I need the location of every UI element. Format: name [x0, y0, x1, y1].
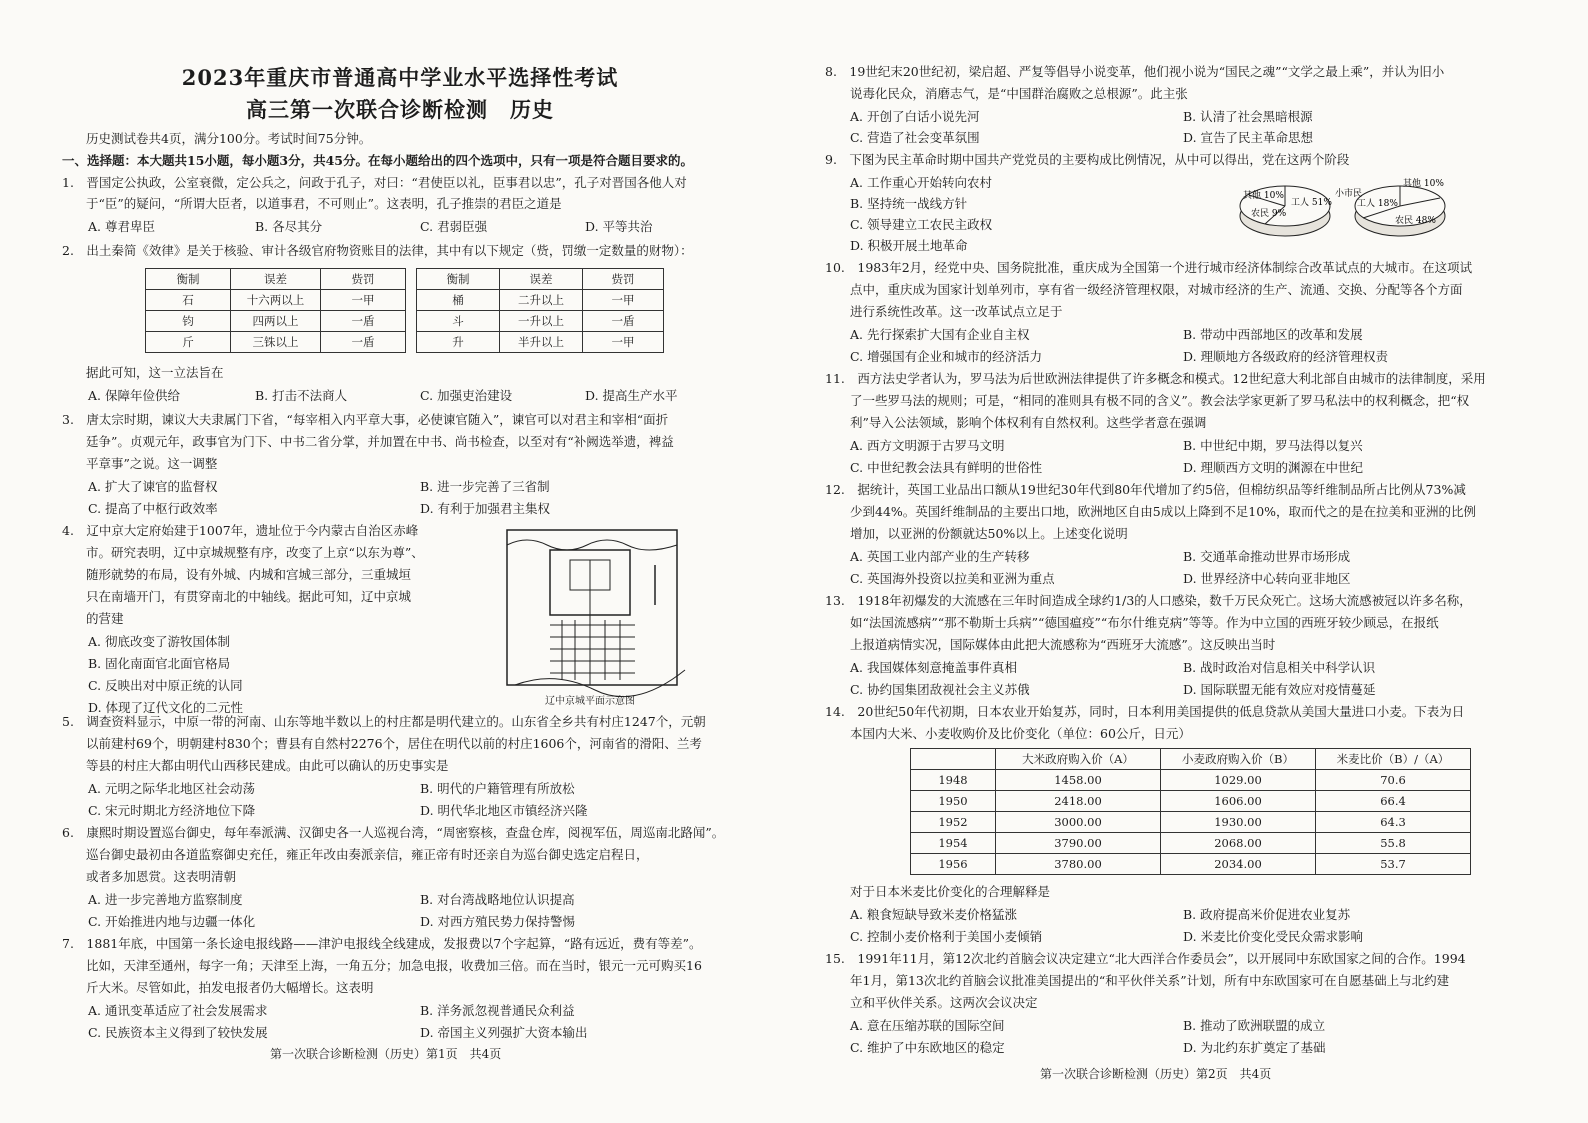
- option-b[interactable]: B. 明代的户籍管理有所放松: [420, 781, 575, 796]
- question-line: 11. 西方法史学者认为，罗马法为后世欧洲法律提供了许多概念和模式。12世纪意大利北部自由城市的法律制度，采用: [825, 371, 1486, 386]
- pie2-label: 其他 10%: [1403, 179, 1444, 189]
- table-header: 衡制: [146, 269, 231, 290]
- table-cell: 1956: [911, 854, 996, 875]
- exam-intro: 历史测试卷共4页，满分100分。考试时间75分钟。: [86, 131, 372, 146]
- table-cell: 1954: [911, 833, 996, 854]
- option-c[interactable]: C. 君弱臣强: [420, 219, 488, 234]
- option-d[interactable]: D. 为北约东扩奠定了基础: [1183, 1040, 1326, 1055]
- question-line: 9. 下图为民主革命时期中国共产党党员的主要构成比例情况，从中可以得出，党在这两个阶段: [825, 152, 1350, 167]
- option-c[interactable]: C. 控制小麦价格利于美国小麦倾销: [850, 929, 1043, 944]
- table-row: [911, 791, 1471, 812]
- option-c[interactable]: C. 增强国有企业和城市的经济活力: [850, 349, 1043, 364]
- table-cell: 二升以上: [500, 290, 583, 311]
- question-line: 5. 调查资料显示，中原一带的河南、山东等地半数以上的村庄都是明代建立的。山东省全乡共有村庄1247个，元朝: [62, 714, 706, 729]
- question-line: 3. 唐太宗时期，谏议大夫隶属门下省，“每宰相入内平章大事，必使谏官随入”，谏官可以对君主和宰相“面折: [62, 412, 669, 427]
- option-d[interactable]: D. 积极开展土地革命: [850, 238, 968, 253]
- table-cell: 一盾: [321, 311, 406, 332]
- option-a[interactable]: A. 先行探索扩大国有企业自主权: [850, 327, 1030, 342]
- question-line: 1. 晋国定公执政，公室衰微，定公兵之，问政于孔子，对曰：“君使臣以礼，臣事君以忠”，孔子对晋国各他人对: [62, 175, 687, 190]
- option-b[interactable]: B. 对台湾战略地位认识提高: [420, 892, 575, 907]
- option-c[interactable]: C. 协约国集团敌视社会主义苏俄: [850, 682, 1030, 697]
- option-b[interactable]: B. 交通革命推动世界市场形成: [1183, 549, 1351, 564]
- option-d[interactable]: D. 米麦比价变化受民众需求影响: [1183, 929, 1364, 944]
- option-a[interactable]: A. 英国工业内部产业的生产转移: [850, 549, 1030, 564]
- option-c[interactable]: C. 营造了社会变革氛围: [850, 130, 980, 145]
- option-b[interactable]: B. 洋务派忽视普通民众利益: [420, 1003, 575, 1018]
- option-b[interactable]: B. 认清了社会黑暗根源: [1183, 109, 1313, 124]
- option-a[interactable]: A. 工作重心开始转向农村: [850, 175, 992, 190]
- table-header: 误差: [500, 269, 583, 290]
- option-d[interactable]: D. 对西方殖民势力保持警惕: [420, 914, 576, 929]
- option-c[interactable]: C. 领导建立工农民主政权: [850, 217, 993, 232]
- option-b[interactable]: B. 打击不法商人: [255, 388, 348, 403]
- question-line: 的营建: [86, 611, 124, 626]
- table-cell: 一升以上: [500, 311, 583, 332]
- question-line: 巡台御史最初由各道监察御史充任，雍正年改由奏派亲信，雍正帝有时还亲自为巡台御史选定启程日，: [86, 847, 649, 862]
- option-c[interactable]: C. 开始推进内地与边疆一体化: [88, 914, 256, 929]
- map-caption: 辽中京城平面示意图: [545, 696, 635, 707]
- question-line: 如“法国流感病”“那不勒斯士兵病”“德国瘟疫”“布尔什维克病”等等。作为中立国的西班牙较少顾忌，在报纸: [850, 615, 1439, 630]
- option-c[interactable]: C. 中世纪教会法具有鲜明的世俗性: [850, 460, 1043, 475]
- table-cell: 3000.00: [996, 812, 1161, 833]
- question-line: 比如，天津至通州，每字一角；天津至上海，一角五分；加急电报，收费加三倍。而在当时，银元一元可购买16: [86, 958, 702, 973]
- table-cell: 70.6: [1316, 770, 1471, 791]
- option-b[interactable]: B. 各尽其分: [255, 219, 323, 234]
- table-cell: 斤: [146, 332, 231, 353]
- option-b[interactable]: B. 政府提高米价促进农业复苏: [1183, 907, 1351, 922]
- question-line: 等县的村庄大都由明代山西移民建成。由此可以确认的历史事实是: [86, 758, 449, 773]
- table-row: [911, 833, 1471, 854]
- exam-subtitle: 高三第一次联合诊断检测 历史: [246, 97, 554, 122]
- table-header: 大米政府购入价（A）: [996, 749, 1161, 770]
- option-d[interactable]: D. 世界经济中心转向亚非地区: [1183, 571, 1351, 586]
- option-d[interactable]: D. 国际联盟无能有效应对疫情蔓延: [1183, 682, 1376, 697]
- option-a[interactable]: A. 西方文明源于古罗马文明: [850, 438, 1005, 453]
- table-cell: 一甲: [321, 290, 406, 311]
- option-d[interactable]: D. 理顺地方各级政府的经济管理权责: [1183, 349, 1389, 364]
- option-a[interactable]: A. 保障年俭供给: [88, 388, 180, 403]
- pie1-label: 其他 10%: [1243, 191, 1284, 201]
- question-line: 于“臣”的疑问，“所谓大臣者，以道事君，不可则止”。这表明，孔子推崇的君臣之道是: [86, 196, 562, 211]
- option-d[interactable]: D. 有利于加强君主集权: [420, 501, 551, 516]
- table-cell: 一甲: [583, 332, 664, 353]
- question-line: 或者多加恩赏。这表明清朝: [86, 869, 237, 884]
- question-line: 6. 康熙时期设置巡台御史，每年奉派满、汉御史各一人巡视台湾，“周密察核，查盘仓库，阅视军伍，周巡南北路闻”。: [62, 825, 725, 840]
- question-line: 上报道病情实况，国际媒体由此把大流感称为“西班牙大流感”。这反映出当时: [850, 637, 1276, 652]
- question-line: 以前建村69个，明朝建村830个；曹县有自然村2276个，居住在明代以前的村庄1606个，河南省的滑阳、兰考: [86, 736, 702, 751]
- table-cell: 2068.00: [1161, 833, 1316, 854]
- exam-title: 2023年重庆市普通高中学业水平选择性考试: [181, 65, 619, 90]
- page-footer-right: 第一次联合诊断检测（历史）第2页 共4页: [1040, 1067, 1272, 1081]
- question-line: 利”导入公法领域，影响个体权利有自然权利。这些学者意在强调: [850, 415, 1207, 430]
- option-b[interactable]: B. 坚持统一战线方针: [850, 196, 968, 211]
- table-cell: 66.4: [1316, 791, 1471, 812]
- option-a[interactable]: A. 通讯变革适应了社会发展需求: [88, 1003, 268, 1018]
- table-header: 小麦政府购入价（B）: [1161, 749, 1316, 770]
- table-cell: 1930.00: [1161, 812, 1316, 833]
- page-footer-left: 第一次联合诊断检测（历史）第1页 共4页: [270, 1047, 502, 1061]
- option-a[interactable]: A. 扩大了谏官的监督权: [88, 479, 218, 494]
- question-line: 随形就势的布局，设有外城、内城和宫城三部分，三重城垣: [86, 567, 412, 582]
- option-d[interactable]: D. 体现了辽代文化的二元性: [88, 700, 244, 715]
- table-header: 误差: [231, 269, 321, 290]
- question-line: 2. 出土秦简《效律》是关于核验、审计各级官府物资账目的法律，其中有以下规定（赀，罚缴一定数量的财物）：: [62, 243, 693, 258]
- option-a[interactable]: A. 尊君卑臣: [88, 219, 155, 234]
- question-stem: 据此可知，这一立法旨在: [86, 365, 224, 380]
- table-cell: 64.3: [1316, 812, 1471, 833]
- question-line: 12. 据统计，英国工业品出口额从19世纪30年代到80年代增加了约5倍，但棉纺织品等纤维制品所占比例从73%减: [825, 482, 1466, 497]
- question-line: 说毒化民众，消磨志气，是“中国群治腐败之总根源”。此主张: [850, 86, 1188, 101]
- pie2-label: 农民 48%: [1395, 216, 1436, 226]
- option-d[interactable]: D. 帝国主义列强扩大资本输出: [420, 1025, 588, 1040]
- table-cell: 石: [146, 290, 231, 311]
- table-cell: 3780.00: [996, 854, 1161, 875]
- question-line: 7. 1881年底，中国第一条长途电报线路——津沪电报线全线建成，发报费以7个字起算，“路有远近，费有等差”。: [62, 936, 702, 951]
- table-header: 米麦比价（B）/（A）: [1316, 749, 1471, 770]
- table-cell: 一甲: [583, 290, 664, 311]
- question-line: 13. 1918年初爆发的大流感在三年时间造成全球约1/3的人口感染，数千万民众死亡。这场大流感被冠以许多名称，: [825, 593, 1472, 608]
- table-cell: 1029.00: [1161, 770, 1316, 791]
- table-cell: 53.7: [1316, 854, 1471, 875]
- option-c[interactable]: C. 英国海外投资以拉美和亚洲为重点: [850, 571, 1055, 586]
- option-c[interactable]: C. 民族资本主义得到了较快发展: [88, 1025, 268, 1040]
- table-cell: 1950: [911, 791, 996, 812]
- question-line: 斤大米。尽管如此，拍发电报者仍大幅增长。这表明: [86, 980, 374, 995]
- question-line: 了一些罗马法的规则；可是，“相同的准则具有极不同的含义”。教会法学家更新了罗马私法中的权利概念，把“权: [850, 393, 1470, 408]
- question-line: 14. 20世纪50年代初期，日本农业开始复苏，同时，日本利用美国提供的低息贷款从美国大量进口小麦。下表为日: [825, 704, 1465, 719]
- question-line: 8. 19世纪末20世纪初，梁启超、严复等倡导小说变革，他们视小说为“国民之魂”“文学之最上乘”，并认为旧小: [825, 64, 1445, 79]
- option-a[interactable]: A. 开创了白话小说先河: [850, 109, 980, 124]
- pie1-label: 农民 9%: [1251, 209, 1287, 219]
- question-line: 市。研究表明，辽中京城规整有序，改变了上京“以东为尊”、: [86, 545, 424, 560]
- option-a[interactable]: A. 意在压缩苏联的国际空间: [850, 1018, 1005, 1033]
- table-row: [911, 854, 1471, 875]
- party-membership-pies: [1235, 168, 1455, 248]
- question-line: 增加，以亚洲的份额就达50%以上。上述变化说明: [850, 526, 1128, 541]
- table-cell: 三铢以上: [231, 332, 321, 353]
- question-line: 年1月，第13次北约首脑会议批准美国提出的“和平伙伴关系”计划，所有中东欧国家可在自愿基础上与北约建: [850, 973, 1450, 988]
- table-cell: 2034.00: [1161, 854, 1316, 875]
- table-row: [911, 812, 1471, 833]
- option-b[interactable]: B. 进一步完善了三省制: [420, 479, 550, 494]
- question-line: 少到44%。英国纤维制品的主要出口地，欧洲地区自由5成以上降到不足10%，取而代之的是在拉美和亚洲的比例: [850, 504, 1477, 519]
- option-c[interactable]: C. 反映出对中原正统的认同: [88, 678, 243, 693]
- table-cell: 一盾: [583, 311, 664, 332]
- option-a[interactable]: A. 彻底改变了游牧国体制: [88, 634, 230, 649]
- penalty-table: [145, 268, 664, 353]
- question-line: 平章事”之说。这一调整: [86, 456, 218, 471]
- question-stem: 对于日本米麦比价变化的合理解释是: [850, 884, 1051, 899]
- option-d[interactable]: D. 平等共治: [585, 219, 653, 234]
- table-cell: 桶: [417, 290, 500, 311]
- question-line: 10. 1983年2月，经党中央、国务院批准，重庆成为全国第一个进行城市经济体制综合改革试点的大城市。在这项试: [825, 260, 1473, 275]
- option-d[interactable]: D. 宣告了民主革命思想: [1183, 130, 1314, 145]
- table-cell: 四两以上: [231, 311, 321, 332]
- option-b[interactable]: B. 带动中西部地区的改革和发展: [1183, 327, 1363, 342]
- option-d[interactable]: D. 理顺西方文明的渊源在中世纪: [1183, 460, 1364, 475]
- table-row: [146, 332, 664, 353]
- option-a[interactable]: A. 元明之际华北地区社会动荡: [88, 781, 255, 796]
- table-row: [146, 311, 664, 332]
- question-line: 本国内大米、小麦收购价及比价变化（单位：60公斤，日元）: [850, 726, 1191, 741]
- table-row: [146, 290, 664, 311]
- liao-city-map: [495, 525, 690, 710]
- option-c[interactable]: C. 宋元时期北方经济地位下降: [88, 803, 256, 818]
- option-c[interactable]: C. 维护了中东欧地区的稳定: [850, 1040, 1005, 1055]
- rice-wheat-table: [910, 748, 1471, 875]
- table-cell: 1948: [911, 770, 996, 791]
- option-a[interactable]: A. 进一步完善地方监察制度: [88, 892, 243, 907]
- option-b[interactable]: B. 战时政治对信息相关中科学认识: [1183, 660, 1376, 675]
- table-cell: 2418.00: [996, 791, 1161, 812]
- option-b[interactable]: B. 推动了欧洲联盟的成立: [1183, 1018, 1326, 1033]
- option-a[interactable]: A. 我国媒体刻意掩盖事件真相: [850, 660, 1017, 675]
- pie2-label: 工人 18%: [1357, 199, 1398, 209]
- table-cell: 半升以上: [500, 332, 583, 353]
- table-cell: 十六两以上: [231, 290, 321, 311]
- question-line: 进行系统性改革。这一改革试点立足于: [850, 304, 1063, 319]
- option-d[interactable]: D. 提高生产水平: [585, 388, 678, 403]
- table-cell: 3790.00: [996, 833, 1161, 854]
- table-header: [911, 749, 996, 770]
- table-cell: 1952: [911, 812, 996, 833]
- question-line: 只在南墙开门，有贯穿南北的中轴线。据此可知，辽中京城: [86, 589, 412, 604]
- option-c[interactable]: C. 加强吏治建设: [420, 388, 513, 403]
- table-cell: 升: [417, 332, 500, 353]
- question-line: 立和平伙伴关系。这两次会议决定: [850, 995, 1038, 1010]
- table-cell: 斗: [417, 311, 500, 332]
- option-a[interactable]: A. 粮食短缺导致米麦价格猛涨: [850, 907, 1017, 922]
- question-line: 廷争”。贞观元年，政事官为门下、中书二省分掌，并加置在中书、尚书检查，以至对有“补阙选举遗，裨益: [86, 434, 674, 449]
- question-line: 4. 辽中京大定府始建于1007年，遗址位于今内蒙古自治区赤峰: [62, 523, 419, 538]
- option-d[interactable]: D. 明代华北地区市镇经济兴隆: [420, 803, 588, 818]
- table-header: 赀罚: [321, 269, 406, 290]
- table-header: 衡制: [417, 269, 500, 290]
- question-line: 15. 1991年11月，第12次北约首脑会议决定建立“北大西洋合作委员会”，以开展同中东欧国家之间的合作。1994: [825, 951, 1466, 966]
- table-cell: 钧: [146, 311, 231, 332]
- table-header: 赀罚: [583, 269, 664, 290]
- table-cell: 1606.00: [1161, 791, 1316, 812]
- option-c[interactable]: C. 提高了中枢行政效率: [88, 501, 218, 516]
- table-cell: 1458.00: [996, 770, 1161, 791]
- section-heading: 一、选择题：本大题共15小题，每小题3分，共45分。在每小题给出的四个选项中，只有一项是符合题目要求的。: [62, 153, 693, 168]
- option-b[interactable]: B. 固化南面官北面官格局: [88, 656, 231, 671]
- option-b[interactable]: B. 中世纪中期，罗马法得以复兴: [1183, 438, 1363, 453]
- question-line: 点中，重庆成为国家计划单列市，享有省一级经济管理权限，对城市经济的生产、流通、交换、分配等各个方面: [850, 282, 1463, 297]
- pie2-label: 小市民: [1335, 189, 1363, 199]
- table-cell: 55.8: [1316, 833, 1471, 854]
- table-row: [911, 770, 1471, 791]
- pie1-label: 工人 51%: [1291, 198, 1332, 208]
- table-cell: 一盾: [321, 332, 406, 353]
